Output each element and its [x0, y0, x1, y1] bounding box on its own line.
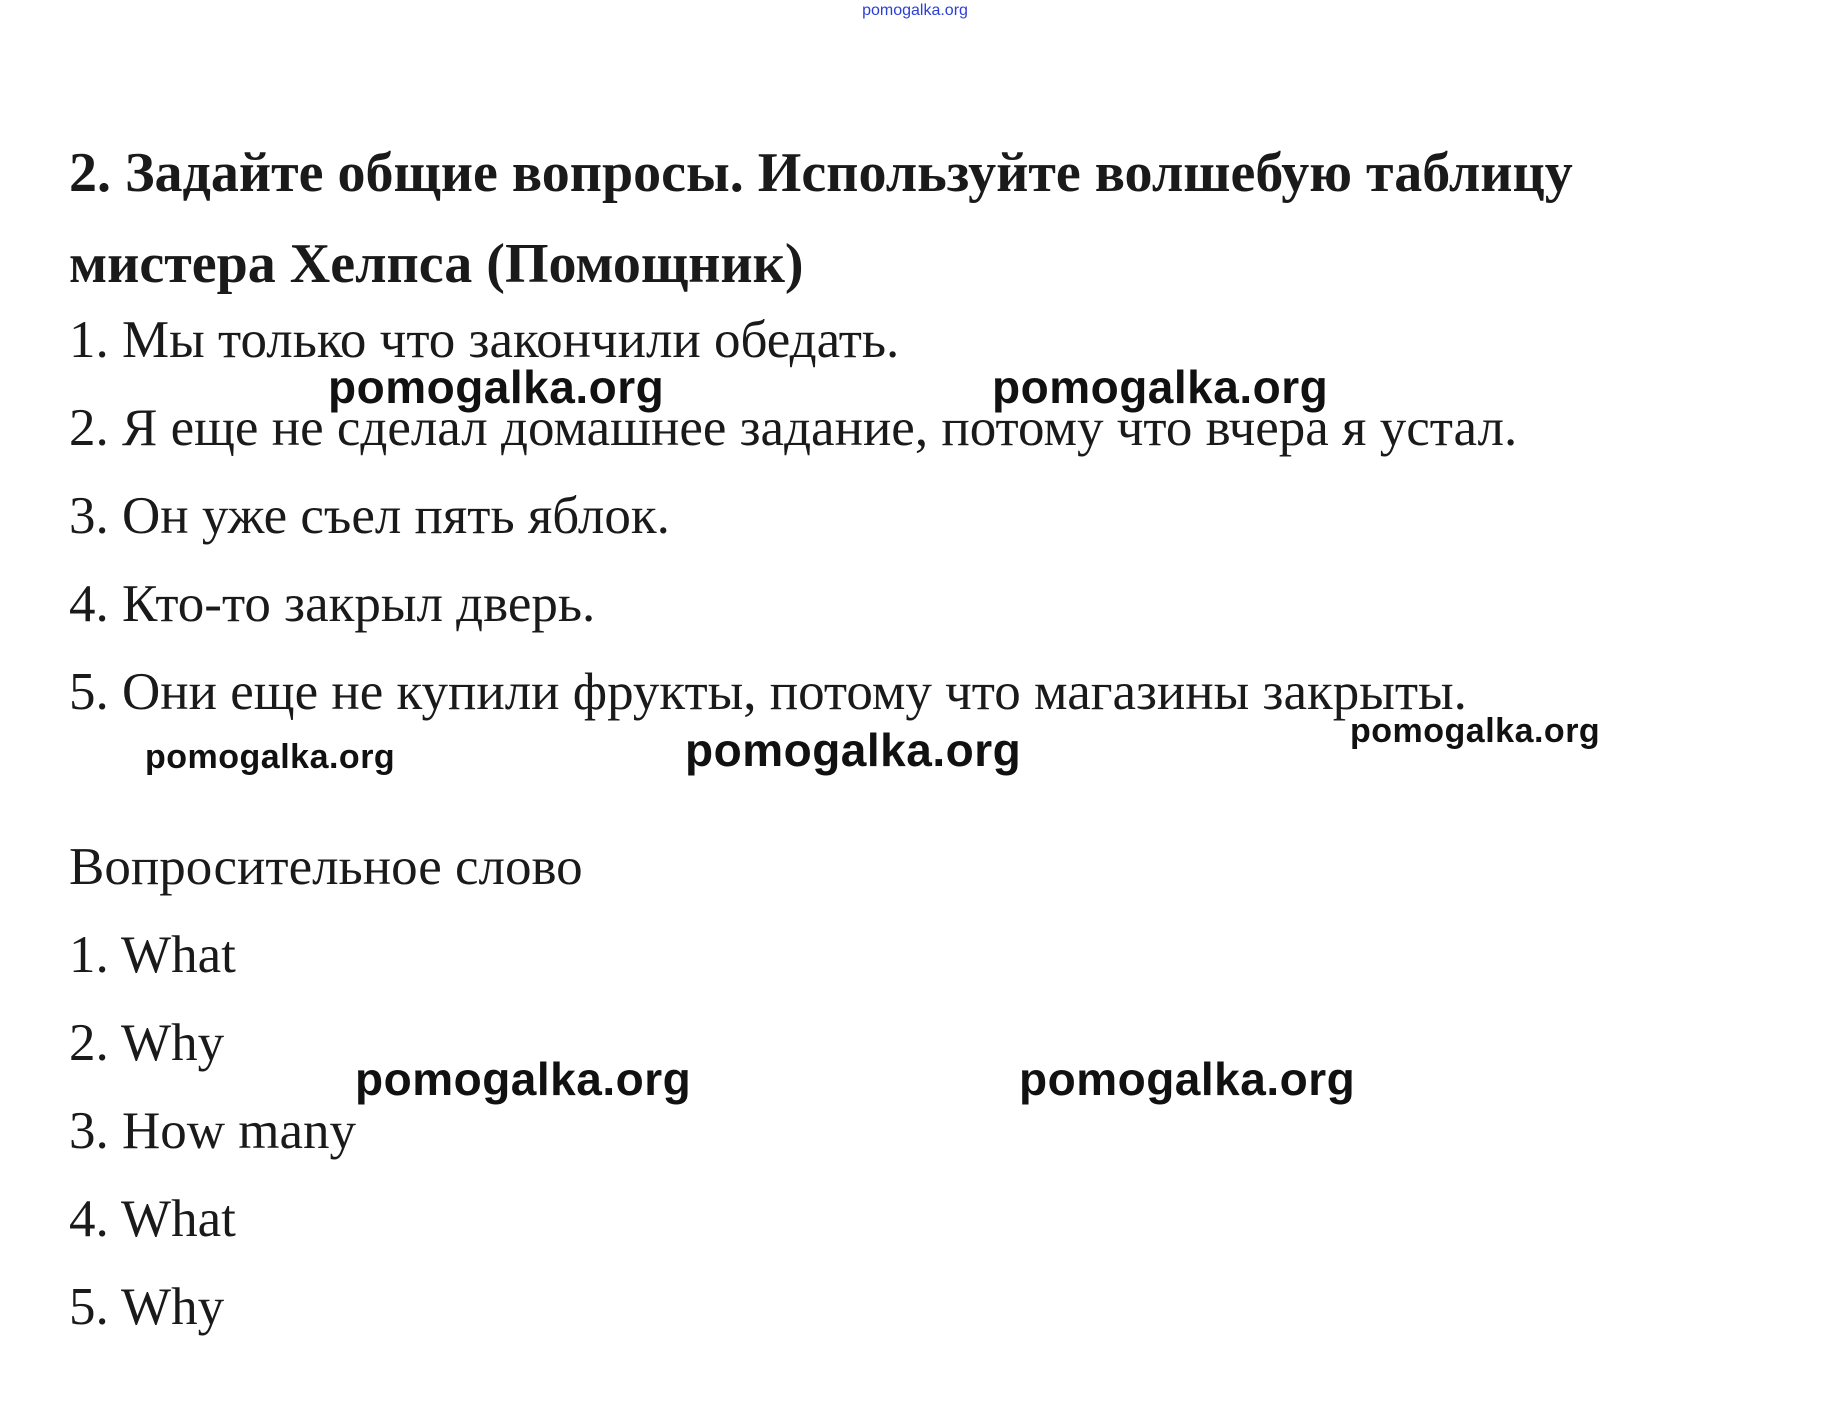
watermark: pomogalka.org	[355, 1053, 692, 1105]
sentence-5: 5. Они еще не купили фрукты, потому что магазины закрыты.	[69, 663, 1467, 721]
top-watermark: pomogalka.org	[862, 2, 968, 19]
answer-2: 2. Why	[69, 1014, 225, 1072]
answers-label: Вопросительное слово	[69, 838, 583, 896]
watermark: pomogalka.org	[992, 361, 1329, 413]
sentence-2: 2. Я еще не сделал домашнее задание, потому что вчера я устал.	[69, 399, 1518, 457]
watermark: pomogalka.org	[145, 738, 396, 776]
answer-1: 1. What	[69, 926, 236, 984]
sentence-1: 1. Мы только что закончили обедать.	[69, 311, 900, 369]
task-heading: 2. Задайте общие вопросы. Используйте волшебую таблицу мистера Хелпса (Помощник)	[69, 142, 1573, 295]
answer-3: 3. How many	[69, 1102, 357, 1160]
answer-4: 4. What	[69, 1190, 236, 1248]
watermark: pomogalka.org	[328, 361, 665, 413]
sentence-3: 3. Он уже съел пять яблок.	[69, 487, 670, 545]
sentence-4: 4. Кто-то закрыл дверь.	[69, 575, 596, 633]
watermark: pomogalka.org	[685, 724, 1022, 776]
answer-5: 5. Why	[69, 1278, 225, 1336]
watermark: pomogalka.org	[1019, 1053, 1356, 1105]
watermark: pomogalka.org	[1350, 712, 1601, 750]
